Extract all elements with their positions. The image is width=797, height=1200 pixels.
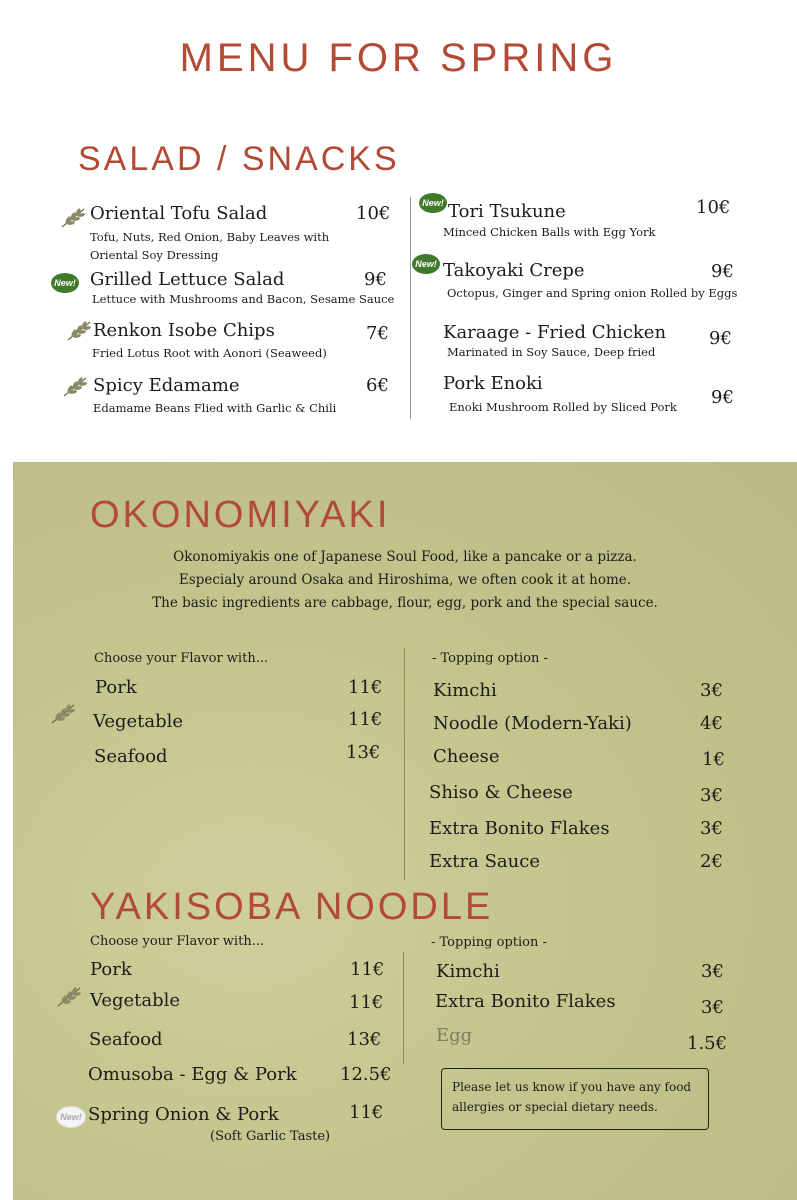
flavor-name: Spring Onion & Pork [88,1104,279,1125]
flavor-price: 11€ [350,959,385,980]
snack-item-name: Tori Tsukune [448,201,566,222]
leaf-icon [56,986,82,1008]
flavor-name: Vegetable [90,990,181,1011]
topping-name: Shiso & Cheese [429,782,573,803]
salad-item-desc: Oriental Soy Dressing [90,248,219,262]
okonomiyaki-section-title: OKONOMIYAKI [90,494,391,536]
flavor-label: Choose your Flavor with... [94,651,269,666]
topping-price: 3€ [700,680,723,701]
leaf-icon [50,703,76,725]
salad-item-desc: Tofu, Nuts, Red Onion, Baby Leaves with [90,230,330,244]
allergy-note-line: allergies or special dietary needs. [452,1100,658,1114]
topping-name: Cheese [433,746,500,767]
topping-name: Extra Bonito Flakes [429,818,610,839]
topping-name: Egg [436,1025,473,1046]
okonomiyaki-divider [404,648,405,880]
flavor-price: 11€ [349,992,384,1013]
flavor-name: Omusoba - Egg & Pork [88,1064,297,1085]
snack-item-price: 9€ [711,261,734,282]
salad-item-name: Grilled Lettuce Salad [90,269,285,290]
salad-item-name: Spicy Edamame [93,375,240,396]
flavor-price: 13€ [347,1029,382,1050]
allergy-note-line: Please let us know if you have any food [452,1080,692,1094]
new-badge-icon: New! [419,193,447,213]
new-badge-icon: New! [56,1106,86,1128]
flavor-price: 11€ [348,677,383,698]
salad-item-price: 7€ [366,323,389,344]
salad-item-name: Oriental Tofu Salad [90,203,268,224]
leaf-icon [66,320,92,342]
page-title: MENU FOR SPRING [179,36,618,80]
description-line: The basic ingredients are cabbage, flour, egg, pork and the special sauce. [152,595,658,611]
topping-price: 4€ [700,713,723,734]
topping-price: 1.5€ [687,1033,728,1054]
salad-item-name: Renkon Isobe Chips [93,320,275,341]
snack-item-desc: Marinated in Soy Sauce, Deep fried [447,345,656,359]
flavor-name: Pork [90,959,132,980]
snack-item-name: Pork Enoki [443,373,543,394]
flavor-price: 11€ [348,709,383,730]
topping-name: Extra Sauce [429,851,540,872]
yakisoba-section-title: YAKISOBA NOODLE [90,886,494,928]
topping-price: 3€ [701,997,724,1018]
topping-price: 2€ [700,851,723,872]
salad-item-price: 10€ [356,203,391,224]
topping-price: 1€ [702,749,725,770]
topping-name: Kimchi [433,680,497,701]
salad-item-desc: Lettuce with Mushrooms and Bacon, Sesame Sauce [92,292,395,306]
leaf-icon [60,207,86,229]
flavor-price: 11€ [349,1102,384,1123]
flavor-price: 13€ [346,742,381,763]
topping-name: Noodle (Modern-Yaki) [433,713,632,734]
topping-price: 3€ [700,785,723,806]
topping-label: - Topping option - [432,651,548,666]
flavor-note: (Soft Garlic Taste) [210,1129,331,1144]
flavor-name: Seafood [89,1029,163,1050]
topping-label: - Topping option - [431,935,547,950]
okonomiyaki-description [13,546,797,615]
snack-item-price: 9€ [711,387,734,408]
yakisoba-divider [403,952,404,1064]
snack-item-desc: Minced Chicken Balls with Egg York [443,225,656,239]
salad-item-desc: Fried Lotus Root with Aonori (Seaweed) [92,346,327,360]
topping-name: Kimchi [436,961,500,982]
topping-name: Extra Bonito Flakes [435,991,616,1012]
flavor-label: Choose your Flavor with... [90,934,265,949]
salad-divider [410,197,411,419]
allergy-note-box [441,1068,709,1130]
snack-item-name: Karaage - Fried Chicken [443,322,667,343]
salad-item-price: 9€ [364,269,387,290]
leaf-icon [62,376,88,398]
snack-item-price: 9€ [709,328,732,349]
snack-item-desc: Octopus, Ginger and Spring onion Rolled by Eggs [447,286,738,300]
flavor-name: Vegetable [93,711,184,732]
flavor-name: Seafood [94,746,168,767]
salad-item-desc: Edamame Beans Flied with Garlic & Chili [93,401,337,415]
new-badge-icon: New! [51,273,79,293]
new-badge-icon: New! [412,254,440,274]
salad-item-price: 6€ [366,375,389,396]
topping-price: 3€ [700,818,723,839]
salad-section-title: SALAD / SNACKS [78,140,400,178]
snack-item-desc: Enoki Mushroom Rolled by Sliced Pork [449,400,677,414]
flavor-name: Pork [95,677,137,698]
snack-item-price: 10€ [696,197,731,218]
snack-item-name: Takoyaki Crepe [443,260,585,281]
flavor-price: 12.5€ [340,1064,392,1085]
topping-price: 3€ [701,961,724,982]
description-line: Especialy around Osaka and Hiroshima, we often cook it at home. [178,572,632,588]
description-line: Okonomiyakis one of Japanese Soul Food, like a pancake or a pizza. [173,549,637,565]
